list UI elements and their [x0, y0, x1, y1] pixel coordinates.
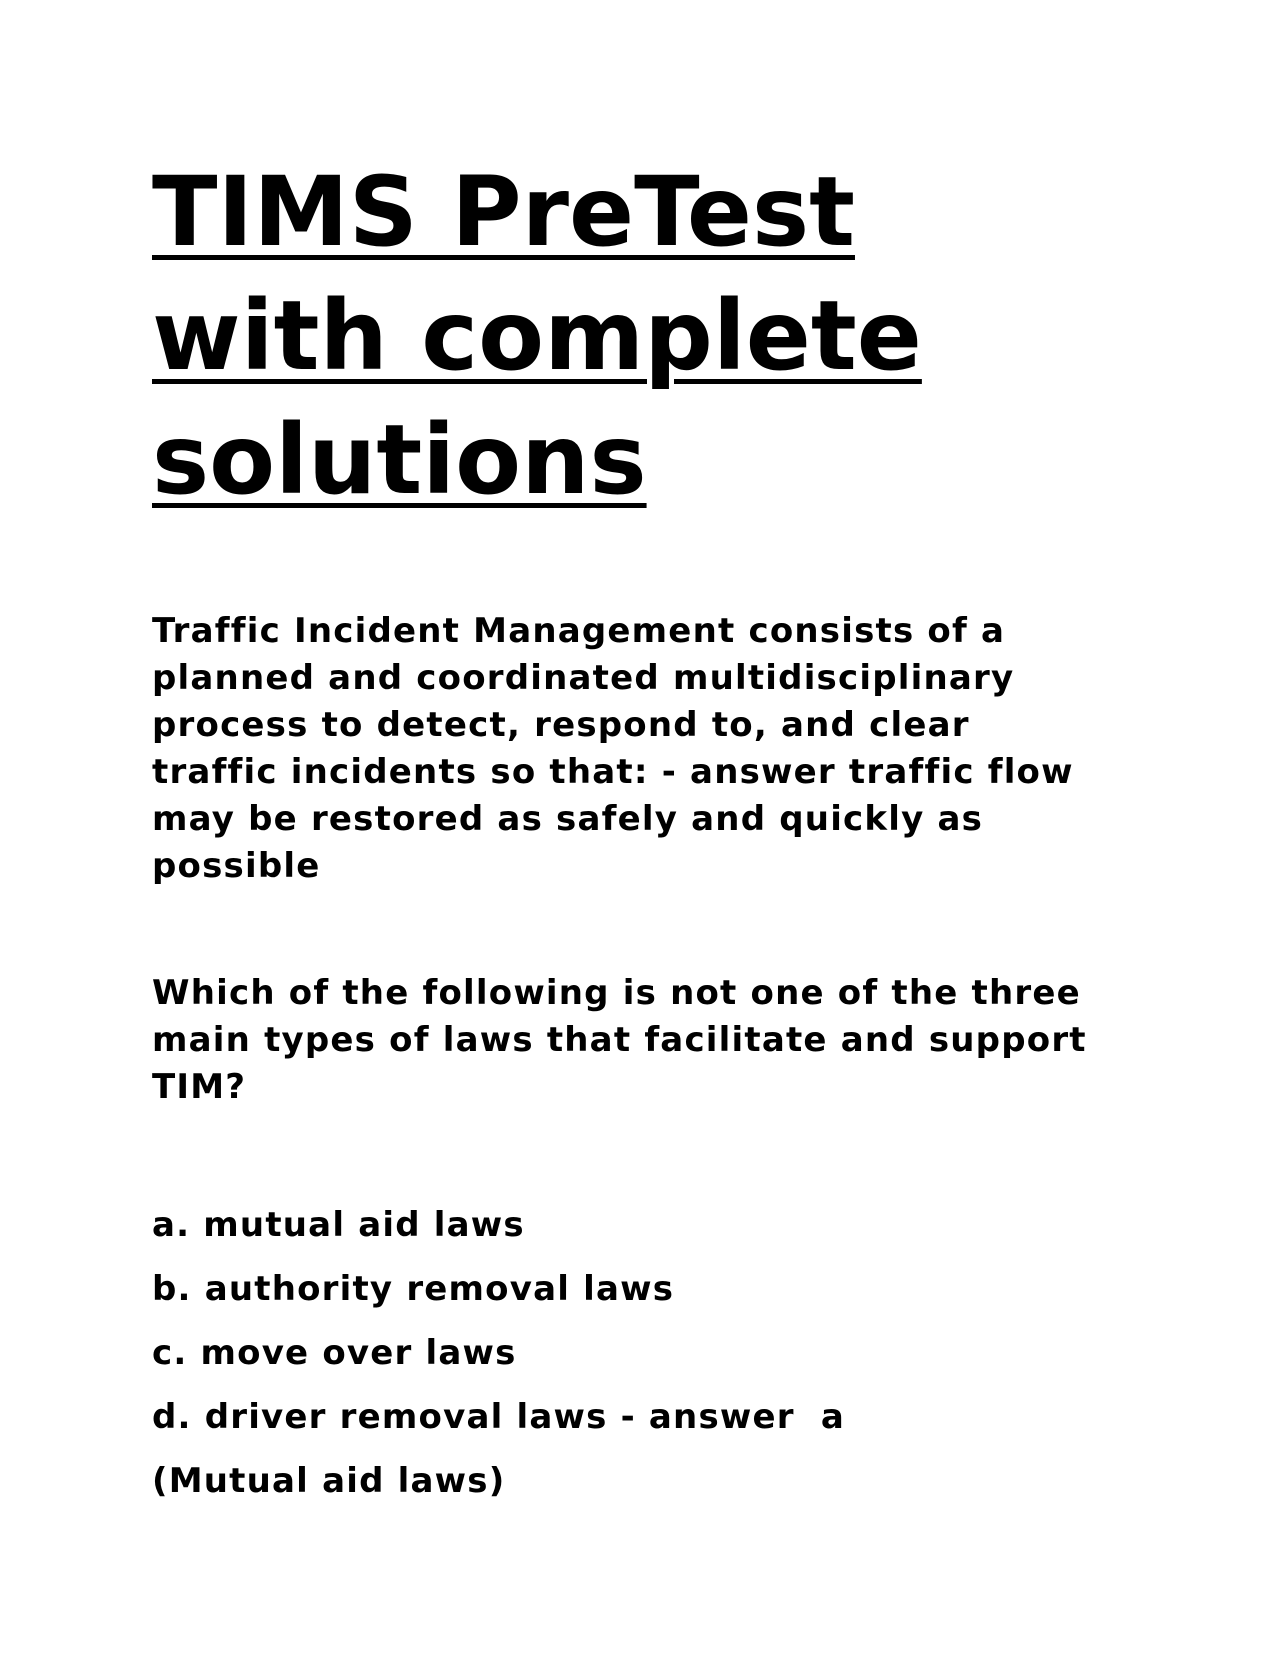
option-a: a. mutual aid laws	[152, 1205, 525, 1245]
option-b: b. authority removal laws	[152, 1269, 675, 1309]
document-title: TIMS PreTest with complete solutions	[152, 156, 922, 516]
question-2-text: Which of the following is not one of the three main types of laws that facilitate and support TIM?	[152, 973, 1087, 1107]
answer-options-list	[152, 1193, 845, 1513]
option-d-with-answer: d. driver removal laws - answer a	[152, 1397, 845, 1437]
answer-explanation: (Mutual aid laws)	[152, 1461, 506, 1501]
question-1-text: Traffic Incident Management consists of a planned and coordinated multidisciplinary process to detect, respond to, and clear traffic incidents so that: - answer traffic flow may be restored as safely and quickly as possible	[152, 611, 1074, 886]
option-c: c. move over laws	[152, 1333, 517, 1373]
